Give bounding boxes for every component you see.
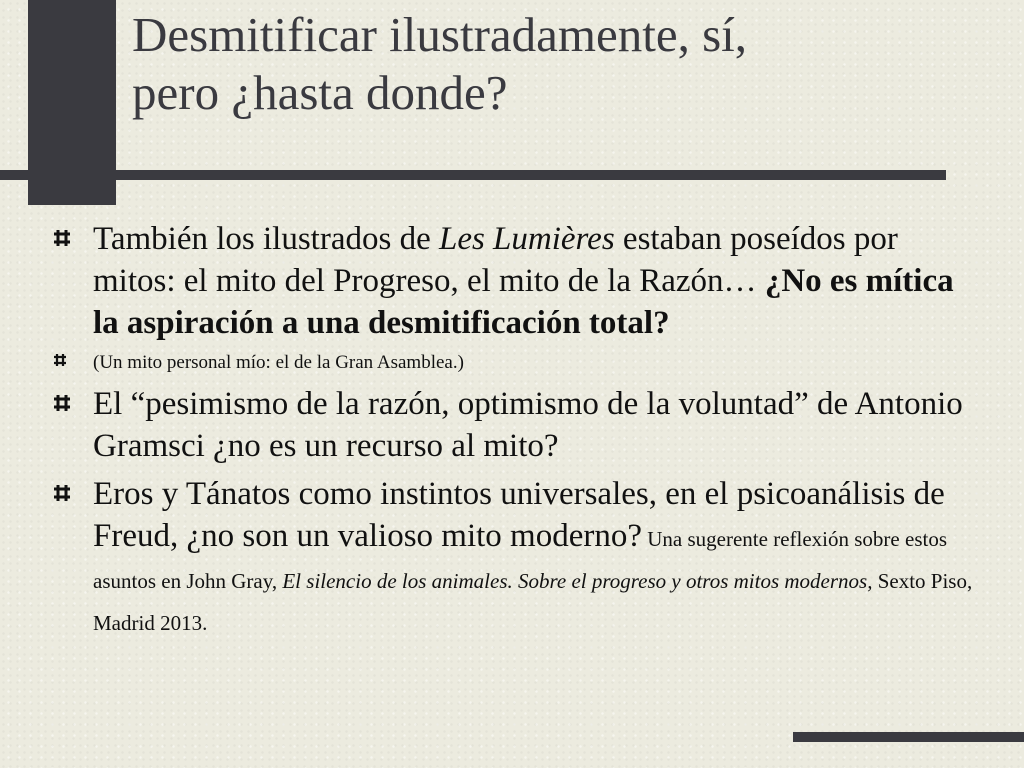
- bullet-item-2: [50, 350, 980, 375]
- title-line-2: pero ¿hasta donde?: [132, 65, 508, 120]
- bullet-1-text-cont: estaban poseídos por mitos: el mito del Progreso, el mito de la Razón…: [93, 221, 898, 299]
- title-divider-bar: [0, 170, 946, 180]
- bullet-4-note-italic: El silencio de los animales. Sobre el progreso y otros mitos modernos,: [282, 569, 873, 593]
- hash-bullet-icon: [54, 485, 70, 501]
- bullet-4-note-prefix: Una sugerente reflexión sobre estos asuntos en John Gray,: [93, 527, 947, 593]
- bullet-3-text: El “pesimismo de la razón, optimismo de la voluntad” de Antonio Gramsci ¿no es un recurso al mito?: [93, 386, 963, 464]
- hash-bullet-icon: [54, 230, 70, 246]
- bullet-4-note-suffix: Sexto Piso, Madrid 2013.: [93, 569, 973, 635]
- title-line-1: Desmitificar ilustradamente, sí,: [132, 7, 748, 62]
- bullet-item-1: [50, 218, 980, 344]
- bullet-item-3: [50, 383, 980, 467]
- bullet-item-4: [50, 473, 980, 641]
- bullet-1-italic: Les Lumières: [438, 221, 615, 257]
- bottom-accent-bar: [793, 732, 1024, 742]
- bullet-1-bold: ¿No es mítica la aspiración a una desmitificación total?: [93, 263, 954, 341]
- bullet-1-text: También los ilustrados de: [93, 221, 439, 257]
- hash-bullet-icon: [54, 354, 66, 366]
- hash-bullet-icon: [54, 395, 70, 411]
- bullet-list: [50, 218, 980, 647]
- bullet-4-text: Eros y Tánatos como instintos universales, en el psicoanálisis de Freud, ¿no son un valioso mito moderno?: [93, 476, 945, 554]
- slide-title: [132, 6, 992, 122]
- bullet-2-text: (Un mito personal mío: el de la Gran Asamblea.): [93, 352, 464, 373]
